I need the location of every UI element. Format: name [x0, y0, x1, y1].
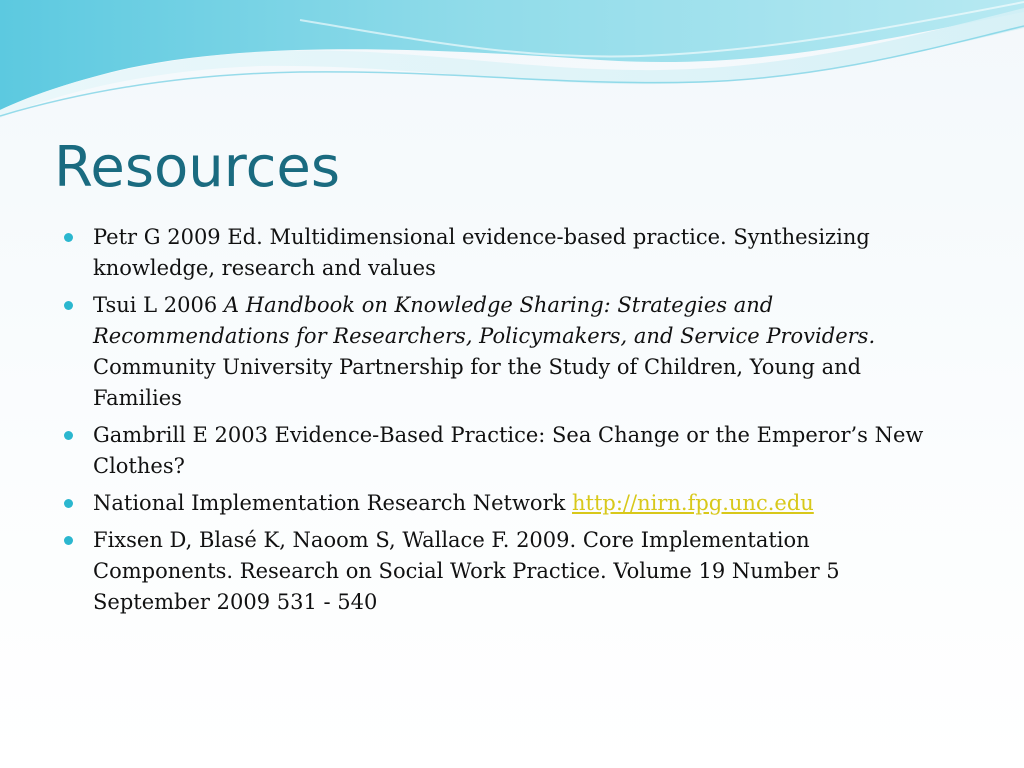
list-item: [64, 222, 944, 284]
list-item: [64, 488, 944, 519]
bullet-icon: [64, 301, 73, 310]
resource-text: Gambrill E 2003 Evidence-Based Practice: Sea Change or the Emperor’s New Clothes?: [93, 423, 924, 478]
bullet-icon: [64, 431, 73, 440]
bullet-icon: [64, 233, 73, 242]
list-item: [64, 290, 944, 414]
resource-publisher: Community University Partnership for the Study of Children, Young and Families: [93, 355, 862, 410]
nirn-link[interactable]: http://nirn.fpg.unc.edu: [572, 491, 814, 515]
resource-title-italic: A Handbook on Knowledge Sharing: Strategies and Recommendations for Researchers, Policymakers, and Service Providers.: [93, 293, 876, 348]
resource-text: National Implementation Research Network: [93, 491, 573, 515]
bullet-icon: [64, 536, 73, 545]
header-wave-decoration: [0, 0, 1024, 130]
resource-text: Petr G 2009 Ed. Multidimensional evidence-based practice. Synthesizing knowledge, research and values: [93, 225, 870, 280]
resource-text: Fixsen D, Blasé K, Naoom S, Wallace F. 2009. Core Implementation Components. Research on Social Work Practice. Volume 19 Number 5 September 2009 531 - 540: [93, 528, 840, 614]
resource-list: [64, 222, 944, 624]
bullet-icon: [64, 499, 73, 508]
list-item: [64, 525, 944, 618]
resource-author: Tsui L 2006: [93, 293, 224, 317]
slide-title: Resources: [54, 135, 340, 200]
list-item: [64, 420, 944, 482]
